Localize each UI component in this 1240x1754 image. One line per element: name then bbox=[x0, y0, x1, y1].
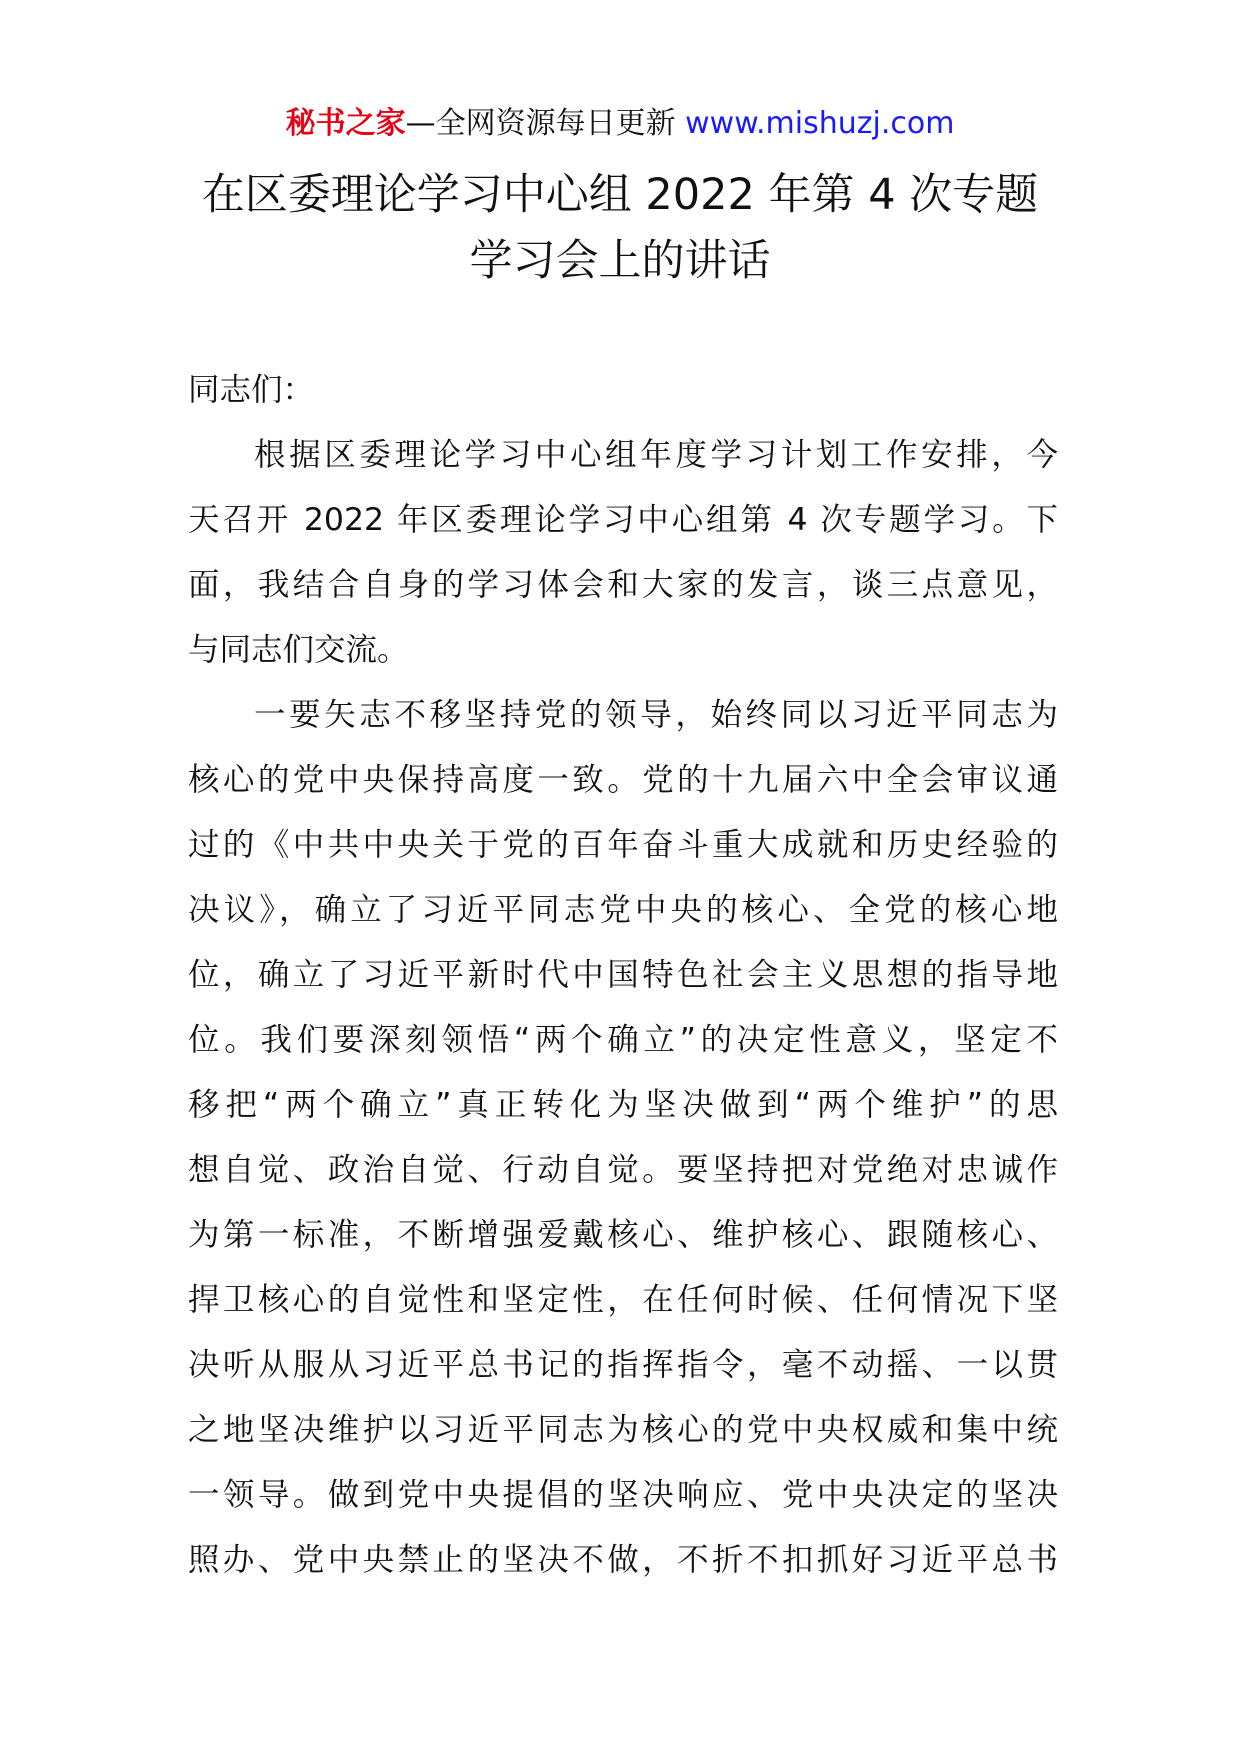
salutation: 同志们： bbox=[188, 372, 315, 408]
site-url-link[interactable]: www.mishuzj.com bbox=[685, 106, 955, 141]
paragraph-line: 面，我结合自身的学习体会和大家的发言，谈三点意见， bbox=[188, 567, 1058, 603]
paragraph-line: 决听从服从习近平总书记的指挥指令，毫不动摇、一以贯 bbox=[188, 1347, 1058, 1383]
paragraph-line: 捍卫核心的自觉性和坚定性，在任何时候、任何情况下坚 bbox=[188, 1282, 1058, 1318]
document-body bbox=[188, 358, 1058, 1593]
header-tagline: —全网资源每日更新 bbox=[405, 106, 676, 141]
paragraph-line: 位，确立了习近平新时代中国特色社会主义思想的指导地 bbox=[188, 957, 1058, 993]
paragraph-line: 一领导。做到党中央提倡的坚决响应、党中央决定的坚决 bbox=[188, 1477, 1058, 1513]
paragraph-line: 为第一标准，不断增强爱戴核心、维护核心、跟随核心、 bbox=[188, 1217, 1058, 1253]
paragraph-line: 移把“两个确立”真正转化为坚决做到“两个维护”的思 bbox=[188, 1087, 1058, 1123]
paragraph-line: 决议》，确立了习近平同志党中央的核心、全党的核心地 bbox=[188, 892, 1058, 928]
paragraph-line: 过的《中共中央关于党的百年奋斗重大成就和历史经验的 bbox=[188, 827, 1058, 863]
paragraph-line: 一要矢志不移坚持党的领导，始终同以习近平同志为 bbox=[254, 697, 1058, 733]
paragraph-line: 天召开 2022 年区委理论学习中心组第 4 次专题学习。下 bbox=[188, 502, 1058, 538]
paragraph-line: 想自觉、政治自觉、行动自觉。要坚持把对党绝对忠诚作 bbox=[188, 1152, 1058, 1188]
paragraph-line: 之地坚决维护以习近平同志为核心的党中央权威和集中统 bbox=[188, 1412, 1058, 1448]
brand-name: 秘书之家 bbox=[285, 106, 406, 141]
paragraph-line: 位。我们要深刻领悟“两个确立”的决定性意义，坚定不 bbox=[188, 1022, 1058, 1058]
paragraph-line: 照办、党中央禁止的坚决不做，不折不扣抓好习近平总书 bbox=[188, 1542, 1058, 1578]
title-line: 学习会上的讲话 bbox=[469, 236, 771, 286]
paragraph-line: 与同志们交流。 bbox=[188, 632, 409, 668]
title-line: 在区委理论学习中心组 2022 年第 4 次专题 bbox=[201, 170, 1039, 220]
document-title bbox=[120, 162, 1120, 294]
paragraph-line: 核心的党中央保持高度一致。党的十九届六中全会审议通 bbox=[188, 762, 1058, 798]
paragraph-point-one bbox=[188, 683, 1058, 1593]
paragraph-line: 根据区委理论学习中心组年度学习计划工作安排，今 bbox=[254, 437, 1058, 473]
paragraph-intro bbox=[188, 423, 1058, 683]
site-header-banner bbox=[0, 102, 1240, 146]
